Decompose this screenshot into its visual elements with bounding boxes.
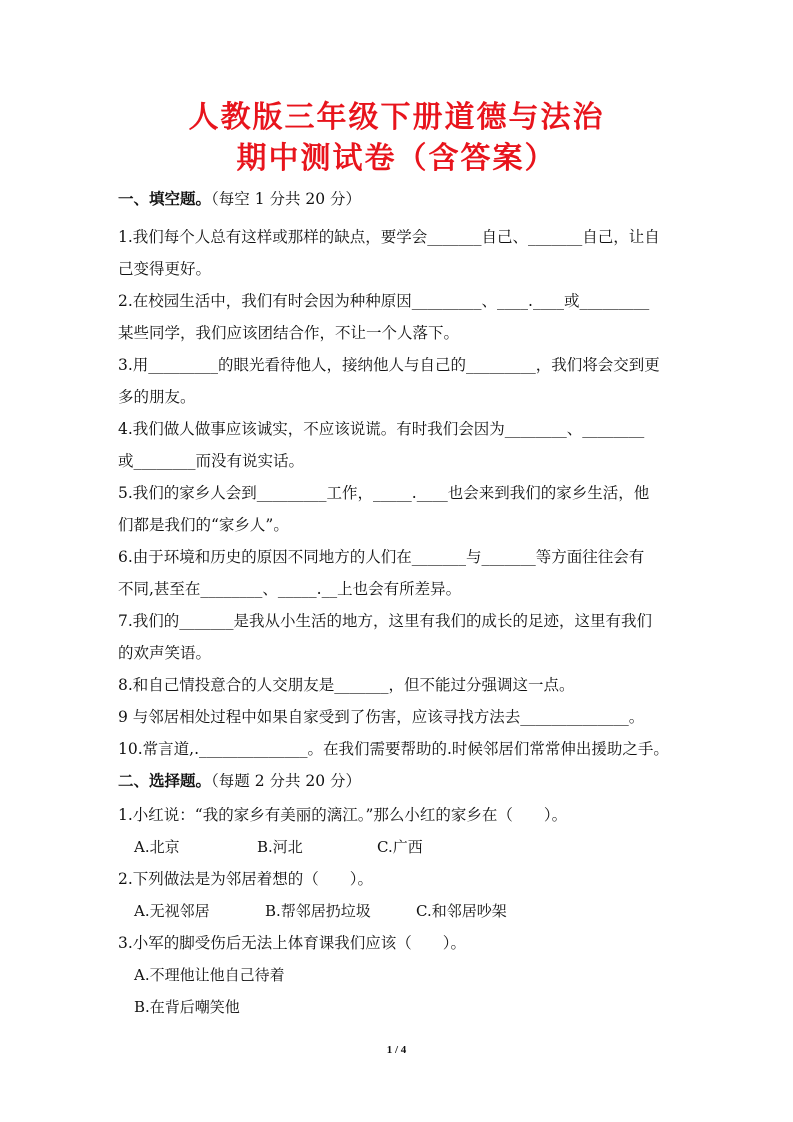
fill-line-4: 某些同学，我们应该团结合作，不让一个人落下。	[118, 324, 460, 342]
section-1-title: 一、填空题。	[118, 189, 212, 208]
section-1-note: （每空 1 分共 20 分）	[211, 190, 362, 208]
question-1: 1.小红说：“我的家乡有美丽的漓江。”那么小红的家乡在（ ）。	[118, 806, 568, 824]
fill-line-12: 不同,甚至在________、_____.__上也会有所差异。	[118, 580, 462, 598]
section-1-heading	[118, 189, 361, 209]
fill-line-10: 们都是我们的“家乡人”。	[118, 516, 289, 534]
q2-option-c: C.和邻居吵架	[416, 902, 507, 920]
fill-line-16: 9 与邻居相处过程中如果自家受到了伤害，应该寻找方法去______________。	[118, 708, 645, 726]
q1-option-b: B.河北	[257, 838, 303, 856]
section-2-heading	[118, 771, 361, 791]
fill-line-6: 多的朋友。	[118, 388, 196, 406]
fill-line-13: 7.我们的_______是我从小生活的地方，这里有我们的成长的足迹，这里有我们	[118, 612, 653, 630]
fill-line-2: 己变得更好。	[118, 260, 212, 278]
fill-line-8: 或________而没有说实话。	[118, 452, 305, 470]
q1-option-c: C.广西	[377, 838, 423, 856]
fill-line-9: 5.我们的家乡人会到_________工作，_____.____也会来到我们的家乡生活，他	[118, 484, 650, 502]
title-line-1: 人教版三年级下册道德与法治	[188, 100, 605, 135]
q1-option-a: A.北京	[134, 838, 180, 856]
fill-line-7: 4.我们做人做事应该诚实，不应该说谎。有时我们会因为________、________	[118, 420, 645, 438]
fill-line-3: 2.在校园生活中，我们有时会因为种种原因_________、____.____或_________	[118, 292, 650, 310]
fill-line-17: 10.常言道,.______________。在我们需要帮助的.时候邻居们常常伸出援助之手。	[118, 740, 669, 758]
q2-option-a: A.无视邻居	[134, 902, 210, 920]
section-2-title: 二、选择题。	[118, 771, 212, 790]
q3-option-b: B.在背后嘲笑他	[134, 998, 240, 1016]
q2-option-b: B.帮邻居扔垃圾	[265, 902, 371, 920]
question-3: 3.小军的脚受伤后无法上体育课我们应该（ ）。	[118, 934, 467, 952]
section-2-note: （每题 2 分共 20 分）	[211, 772, 362, 790]
q3-option-a: A.不理他让他自己待着	[134, 966, 285, 984]
fill-line-5: 3.用_________的眼光看待他人，接纳他人与自己的_________，我们将会交到更	[118, 356, 660, 374]
fill-line-14: 的欢声笑语。	[118, 644, 212, 662]
title-line-2: 期中测试卷（含答案）	[236, 141, 557, 176]
fill-line-15: 8.和自己情投意合的人交朋友是_______，但不能过分强调这一点。	[118, 676, 575, 694]
question-2: 2.下列做法是为邻居着想的（ ）。	[118, 870, 374, 888]
page-number: 1 / 4	[386, 1044, 407, 1056]
fill-line-11: 6.由于环境和历史的原因不同地方的人们在_______与_______等方面往往会有	[118, 548, 645, 566]
fill-line-1: 1.我们每个人总有这样或那样的缺点，要学会_______自己、_______自己，让自	[118, 228, 660, 246]
